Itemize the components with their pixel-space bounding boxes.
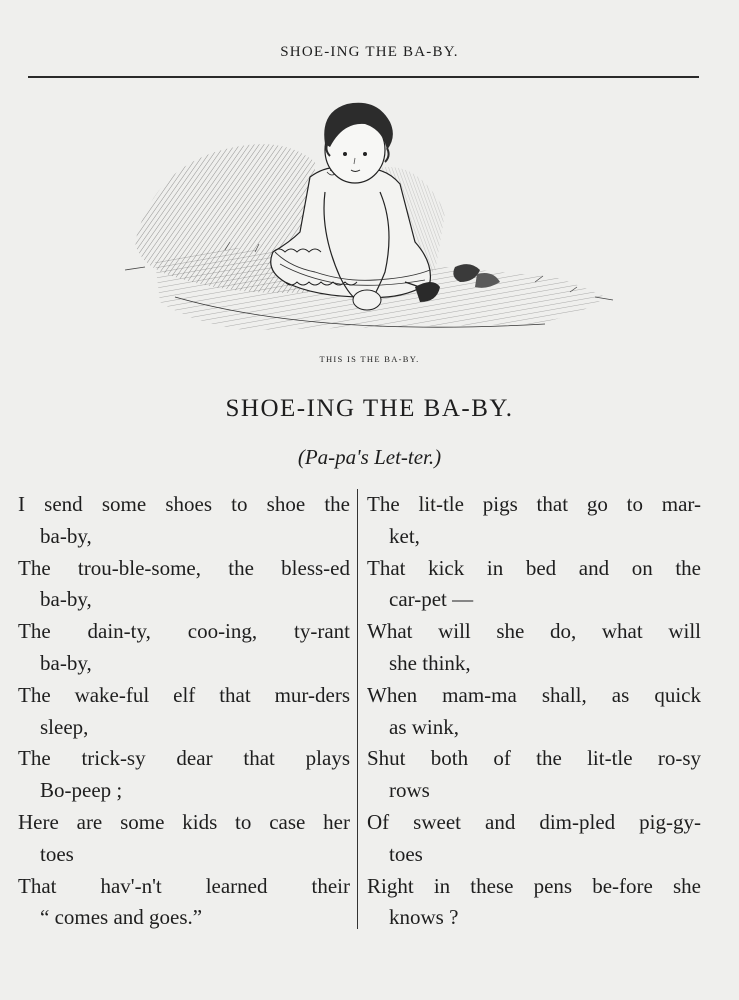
poem-line: ket,	[389, 523, 420, 548]
poem-right-column	[367, 489, 701, 934]
poem-line: ba-by,	[40, 650, 92, 675]
poem-line: ba-by,	[40, 523, 92, 548]
poem-line: The dain-ty, coo-ing, ty-rant	[18, 619, 350, 644]
column-divider	[357, 489, 358, 929]
poem-line: ba-by,	[40, 587, 92, 612]
poem-line: Bo-peep ;	[40, 778, 123, 803]
poem-line: “ comes and goes.”	[40, 905, 203, 930]
poem-left-column	[18, 489, 350, 934]
poem-line: The lit-tle pigs that go to mar-	[367, 492, 701, 516]
poem-line: rows	[389, 778, 430, 803]
poem-line: sleep,	[40, 714, 89, 739]
poem-subtitle: (Pa-pa's Let-ter.)	[297, 445, 442, 469]
poem-line: toes	[389, 841, 423, 866]
poem-line: toes	[40, 841, 74, 866]
poem-line: When mam-ma shall, as quick	[367, 682, 701, 707]
poem-line: Of sweet and dim-pled pig-gy-	[367, 809, 701, 834]
poem-line: Right in these pens be-fore she	[367, 873, 701, 898]
poem-line: she think,	[389, 650, 471, 675]
poem-line: The wake-ful elf that mur-ders	[18, 682, 350, 707]
poem-title: SHOE-ING THE BA-BY.	[225, 395, 514, 422]
poem-line: Here are some kids to case her	[18, 809, 350, 834]
poem-line: That hav'-n't learned their	[18, 873, 350, 898]
poem-line: The trick-sy dear that plays	[18, 746, 350, 771]
baby-sitting-on-rug-icon	[115, 92, 615, 342]
poem-line: as wink,	[389, 714, 459, 739]
poem-line: knows ?	[389, 905, 459, 930]
poem-line: car-pet —	[389, 587, 474, 612]
poem-line: I send some shoes to shoe the	[18, 492, 350, 516]
poem-line: What will she do, what will	[367, 619, 701, 644]
poem-line: The trou-ble-some, the bless-ed	[18, 555, 350, 580]
poem-line: That kick in bed and on the	[367, 555, 701, 580]
header-rule	[28, 76, 699, 78]
running-head: SHOE-ING THE BA-BY.	[280, 44, 459, 60]
illustration-caption: THIS IS THE BA-BY.	[319, 354, 420, 364]
poem-line: Shut both of the lit-tle ro-sy	[367, 746, 701, 771]
